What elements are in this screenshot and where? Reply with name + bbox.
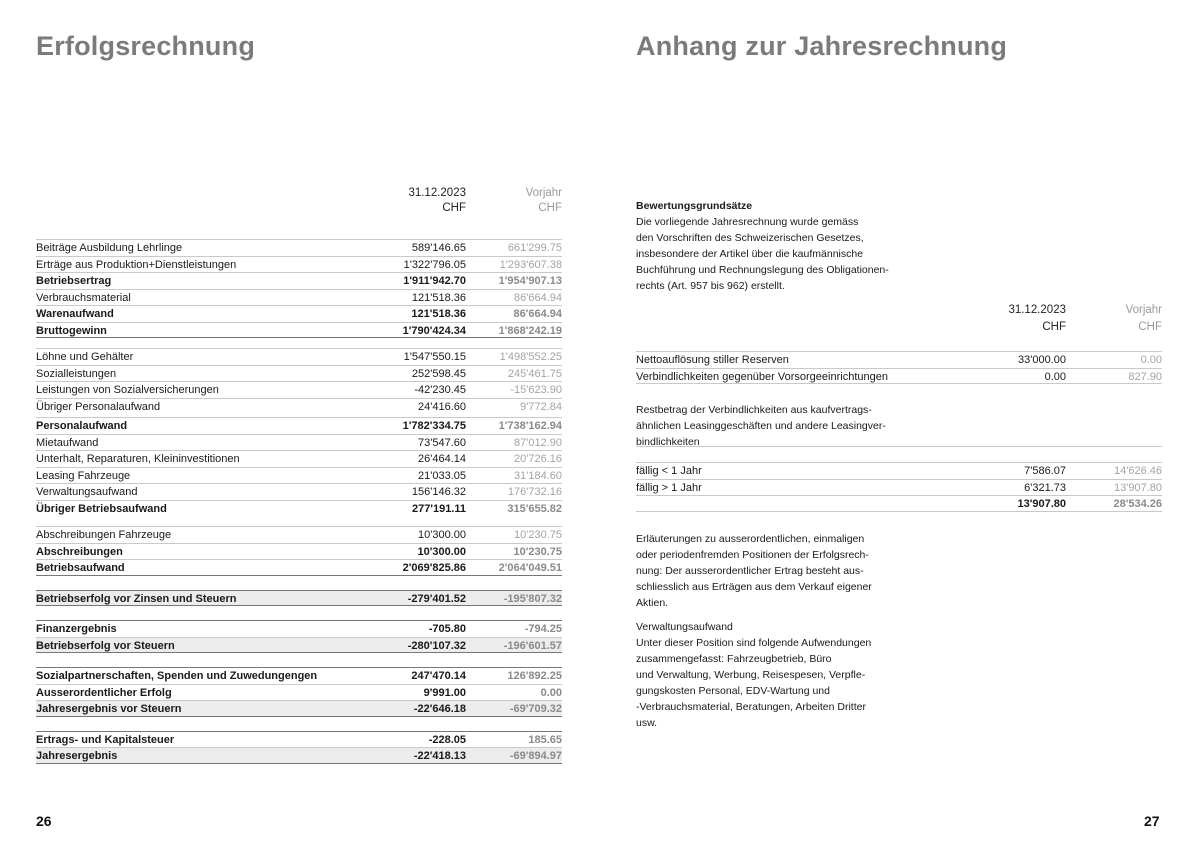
row-label: Erträge aus Produktion+Dienstleistungen: [36, 258, 237, 271]
row-value-previous: -15'623.90: [510, 384, 562, 396]
row-value-previous: -69'709.32: [509, 703, 562, 715]
statement-row: [36, 305, 562, 322]
row-label: Leistungen von Sozialversicherungen: [36, 384, 219, 396]
text-line: Verwaltungsaufwand: [636, 621, 733, 633]
row-value-current: 26'464.14: [418, 453, 466, 465]
statement-row: [36, 272, 562, 289]
row-value-previous: -195'807.32: [503, 592, 562, 605]
row-label: Ertrags- und Kapitalsteuer: [36, 733, 175, 746]
statement-row: [36, 398, 562, 415]
row-value-current: 121'518.36: [411, 291, 466, 304]
row-value-current: 10'300.00: [417, 545, 466, 558]
row-label: Sozialleistungen: [36, 367, 117, 380]
text-line: -Verbrauchsmaterial, Beratungen, Arbeiten Dritter: [636, 701, 866, 713]
row-label: Verbindlichkeiten gegenüber Vorsorgeeinrichtungen: [636, 370, 888, 383]
row-value-previous: 185.65: [528, 733, 562, 746]
row-value-current: 9'991.00: [423, 686, 466, 699]
row-value-current: -280'107.32: [407, 639, 466, 652]
row-value-previous: 1'293'607.38: [499, 258, 562, 271]
statement-row: [36, 417, 562, 434]
note-row: [636, 495, 1162, 512]
row-value-current: 24'416.60: [418, 400, 466, 413]
row-label: Ausserordentlicher Erfolg: [36, 686, 172, 699]
row-spacer: [36, 576, 562, 590]
reserves-table: [636, 351, 1162, 384]
row-value-current: -22'418.13: [413, 750, 466, 762]
row-spacer: [36, 606, 562, 620]
row-label: Beiträge Ausbildung Lehrlinge: [36, 242, 183, 254]
row-value-current: 0.00: [1044, 370, 1066, 383]
row-value-current: 2'069'825.86: [402, 562, 466, 574]
row-value-current: 10'300.00: [418, 529, 466, 541]
statement-row: [36, 543, 562, 560]
note-row: [636, 368, 1162, 385]
row-value-previous: 245'461.75: [507, 367, 562, 380]
text-line: Aktien.: [636, 597, 669, 609]
statement-row: [36, 526, 562, 543]
row-label: Personalaufwand: [36, 420, 128, 432]
row-label: Finanzergebnis: [36, 623, 117, 635]
page-title-right: Anhang zur Jahresrechnung: [636, 31, 1008, 61]
row-value-previous: 14'626.46: [1114, 465, 1162, 477]
statement-row: [36, 289, 562, 306]
row-value-current: -22'646.18: [413, 703, 466, 715]
row-value-previous: 0.00: [540, 686, 562, 699]
leasing-text: [636, 402, 936, 450]
row-value-previous: 9'772.84: [520, 400, 562, 413]
right-column-currency-label-prev: CHF: [1138, 321, 1162, 333]
row-value-current: -228.05: [428, 733, 466, 746]
row-value-previous: -794.25: [524, 623, 562, 635]
row-value-current: 1'547'550.15: [403, 351, 466, 363]
row-value-current: 156'146.32: [411, 486, 466, 498]
row-label: fällig > 1 Jahr: [636, 481, 702, 494]
row-value-current: -279'401.52: [407, 592, 466, 605]
right-column-header-previous: [1082, 302, 1162, 336]
text-line: und Verwaltung, Werbung, Reisespesen, Verpfle-: [636, 669, 866, 681]
text-line: usw.: [636, 717, 658, 729]
text-line: Erläuterungen zu ausserordentlichen, einmaligen: [636, 533, 865, 545]
text-line: gungskosten Personal, EDV-Wartung und: [636, 685, 830, 697]
row-value-previous: 86'664.94: [513, 308, 562, 320]
note-row: [636, 462, 1162, 479]
row-label: Verwaltungsaufwand: [36, 486, 138, 498]
row-value-previous: 2'064'049.51: [498, 562, 562, 574]
row-value-current: 6'321.73: [1024, 481, 1066, 494]
row-value-previous: 827.90: [1128, 370, 1162, 383]
income-statement-table: [36, 239, 562, 764]
row-value-previous: 0.00: [1140, 354, 1162, 366]
right-column-date-label: 31.12.2023: [1008, 304, 1066, 316]
row-value-previous: 1'868'242.19: [498, 324, 562, 337]
statement-row: [36, 434, 562, 451]
row-label: Warenaufwand: [36, 308, 114, 320]
row-label: Nettoauflösung stiller Reserven: [636, 354, 789, 366]
row-value-current: 33'000.00: [1018, 354, 1066, 366]
row-label: Übriger Betriebsaufwand: [36, 502, 167, 515]
row-label: Unterhalt, Reparaturen, Kleininvestitionen: [36, 453, 240, 465]
row-spacer: [36, 717, 562, 731]
row-label: Betriebserfolg vor Steuern: [36, 639, 175, 652]
statement-row: [36, 731, 562, 748]
row-value-previous: 87'012.90: [514, 436, 562, 449]
row-spacer: [36, 338, 562, 348]
text-line: Die vorliegende Jahresrechnung wurde gemäss: [636, 216, 859, 228]
column-prevyear-label: Vorjahr: [525, 187, 562, 199]
text-line: Unter dieser Position sind folgende Aufwendungen: [636, 637, 872, 649]
row-label: Leasing Fahrzeuge: [36, 469, 131, 482]
leasing-divider: [636, 446, 1162, 447]
row-label: Mietaufwand: [36, 436, 99, 449]
statement-row: [36, 483, 562, 500]
row-label: Jahresergebnis: [36, 750, 118, 762]
note-row: [636, 351, 1162, 368]
statement-row: [36, 667, 562, 684]
column-header-current: [386, 186, 466, 216]
statement-row: [36, 365, 562, 382]
row-value-previous: -196'601.57: [503, 639, 562, 652]
row-label: Sozialpartnerschaften, Spenden und Zuwedungengen: [36, 670, 318, 682]
text-line: oder periodenfremden Positionen der Erfolgsrech-: [636, 549, 869, 561]
administration-expenses-text: [636, 619, 936, 731]
row-value-current: 252'598.45: [411, 367, 466, 380]
row-label: Betriebsaufwand: [36, 562, 125, 574]
row-value-previous: 86'664.94: [514, 291, 562, 304]
text-line: nung: Der ausserordentlicher Ertrag besteht aus-: [636, 565, 864, 577]
text-line: schliesslich aus Erträgen aus dem Verkauf eigener: [636, 581, 872, 593]
valuation-principles-text: [636, 214, 906, 294]
column-date-label: 31.12.2023: [408, 187, 466, 199]
statement-row: [36, 620, 562, 637]
text-line: Buchführung und Rechnungslegung des Obligationen-: [636, 264, 889, 276]
row-label: Abschreibungen Fahrzeuge: [36, 529, 172, 541]
row-label: Bruttogewinn: [36, 324, 107, 337]
text-line: insbesondere der Artikel über die kaufmännische: [636, 248, 864, 260]
text-line: bindlichkeiten: [636, 436, 700, 448]
right-column-currency-label: CHF: [1042, 321, 1066, 333]
leasing-table: [636, 462, 1162, 512]
row-value-previous: 10'230.75: [513, 545, 562, 558]
row-value-current: 247'470.14: [411, 670, 466, 682]
row-value-current: 589'146.65: [411, 242, 466, 254]
right-column-header-current: [986, 302, 1066, 336]
row-value-current: 1'911'942.70: [403, 275, 466, 287]
row-value-current: 13'907.80: [1017, 498, 1066, 510]
row-value-previous: 126'892.25: [507, 670, 562, 682]
row-spacer: [36, 653, 562, 667]
row-value-current: 277'191.11: [411, 502, 466, 515]
row-value-previous: -69'894.97: [509, 750, 562, 762]
row-value-current: 7'586.07: [1024, 465, 1066, 477]
row-value-current: -705.80: [428, 623, 466, 635]
column-currency-label: CHF: [442, 202, 466, 214]
text-line: den Vorschriften des Schweizerischen Gesetzes,: [636, 232, 864, 244]
statement-row: [36, 348, 562, 365]
row-value-current: 1'790'424.34: [402, 324, 466, 337]
row-value-previous: 1'954'907.13: [498, 275, 562, 287]
row-spacer: [36, 516, 562, 526]
statement-row: [36, 684, 562, 701]
statement-row: [36, 322, 562, 339]
row-label: Löhne und Gehälter: [36, 351, 134, 363]
row-value-previous: 176'732.16: [507, 486, 562, 498]
right-column-prevyear-label: Vorjahr: [1125, 304, 1162, 316]
row-label: Abschreibungen: [36, 545, 123, 558]
statement-row: [36, 256, 562, 273]
section-heading: Bewertungsgrundsätze: [636, 200, 753, 212]
statement-row: [36, 450, 562, 467]
row-value-previous: 315'655.82: [507, 502, 562, 515]
statement-row: [36, 700, 562, 717]
statement-row: [36, 637, 562, 654]
row-label: Verbrauchsmaterial: [36, 291, 131, 304]
row-value-current: 1'782'334.75: [402, 420, 466, 432]
extraordinary-items-text: [636, 531, 936, 611]
page-number-left: 26: [36, 813, 52, 829]
row-value-previous: 28'534.26: [1113, 498, 1162, 510]
row-value-current: 21'033.05: [418, 469, 466, 482]
row-value-current: 73'547.60: [418, 436, 466, 449]
statement-row: [36, 747, 562, 764]
column-header-previous: [482, 186, 562, 216]
row-value-current: 1'322'796.05: [403, 258, 466, 271]
statement-row: [36, 467, 562, 484]
note-row: [636, 479, 1162, 496]
row-value-previous: 13'907.80: [1114, 481, 1162, 494]
statement-row: [36, 381, 562, 398]
text-line: rechts (Art. 957 bis 962) erstellt.: [636, 280, 785, 292]
row-value-current: 121'518.36: [411, 308, 466, 320]
statement-row: [36, 500, 562, 517]
page-title-left: Erfolgsrechnung: [36, 31, 256, 61]
row-value-previous: 661'299.75: [507, 242, 562, 254]
statement-row: [36, 559, 562, 576]
row-label: Betriebserfolg vor Zinsen und Steuern: [36, 592, 237, 605]
row-value-current: -42'230.45: [414, 384, 466, 396]
row-label: fällig < 1 Jahr: [636, 465, 702, 477]
row-value-previous: 1'738'162.94: [498, 420, 562, 432]
column-currency-label-prev: CHF: [538, 202, 562, 214]
row-value-previous: 31'184.60: [514, 469, 562, 482]
row-label: Betriebsertrag: [36, 275, 112, 287]
row-value-previous: 10'230.75: [514, 529, 562, 541]
statement-row: [36, 239, 562, 256]
row-label: Übriger Personalaufwand: [36, 400, 161, 413]
row-value-previous: 1'498'552.25: [499, 351, 562, 363]
row-value-previous: 20'726.16: [514, 453, 562, 465]
text-line: Restbetrag der Verbindlichkeiten aus kaufvertrags-: [636, 404, 872, 416]
page-number-right: 27: [1144, 813, 1160, 829]
statement-row: [36, 590, 562, 607]
text-line: ähnlichen Leasinggeschäften und andere Leasingver-: [636, 420, 886, 432]
row-label: Jahresergebnis vor Steuern: [36, 703, 182, 715]
text-line: zusammengefasst: Fahrzeugbetrieb, Büro: [636, 653, 832, 665]
